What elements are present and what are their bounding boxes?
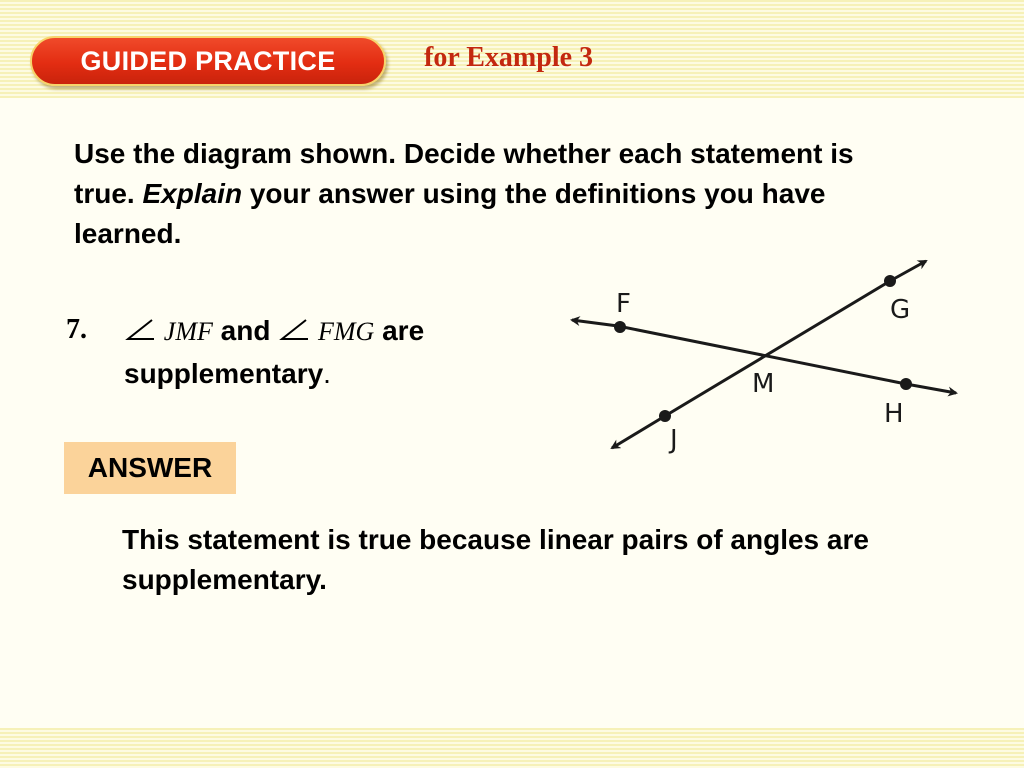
angle-jmf: JMF xyxy=(163,317,213,346)
instructions-text xyxy=(74,134,894,254)
example-reference: for Example 3 xyxy=(424,42,594,73)
point-j xyxy=(659,410,671,422)
instructions-part2: your answer using the definitions you have learned. xyxy=(74,178,826,249)
label-g: G xyxy=(890,295,911,325)
point-f xyxy=(614,321,626,333)
label-f: F xyxy=(616,289,631,319)
line-fh xyxy=(572,320,618,326)
footer-stripes xyxy=(0,728,1024,768)
point-h xyxy=(900,378,912,390)
problem-number: 7. xyxy=(66,314,87,345)
banner-title: GUIDED PRACTICE xyxy=(80,45,336,76)
problem-statement xyxy=(124,310,544,395)
label-h: H xyxy=(884,399,904,429)
instructions-emphasis: Explain xyxy=(142,178,243,209)
guided-practice-banner xyxy=(30,36,386,86)
predicate-are: are xyxy=(382,315,425,346)
angle-icon xyxy=(278,316,310,342)
line-jg-end xyxy=(890,261,926,281)
angle-icon xyxy=(124,316,156,342)
answer-text: This statement is true because linear pairs of angles are supplementary. xyxy=(122,524,869,595)
end-punctuation: . xyxy=(323,358,331,389)
connector-and: and xyxy=(220,315,271,346)
point-g xyxy=(884,275,896,287)
label-j: J xyxy=(670,425,678,455)
angle-fmg: FMG xyxy=(318,317,375,346)
label-m: M xyxy=(752,369,775,399)
intersecting-lines-diagram xyxy=(560,250,970,460)
instructions-part1: Use the diagram shown. Decide whether each statement is true. xyxy=(74,138,854,209)
line-jg-main xyxy=(665,281,890,416)
line-fh-end xyxy=(906,384,956,393)
answer-label: ANSWER xyxy=(64,442,236,494)
line-jg xyxy=(612,416,665,448)
conclusion-supplementary: supplementary xyxy=(124,358,324,389)
